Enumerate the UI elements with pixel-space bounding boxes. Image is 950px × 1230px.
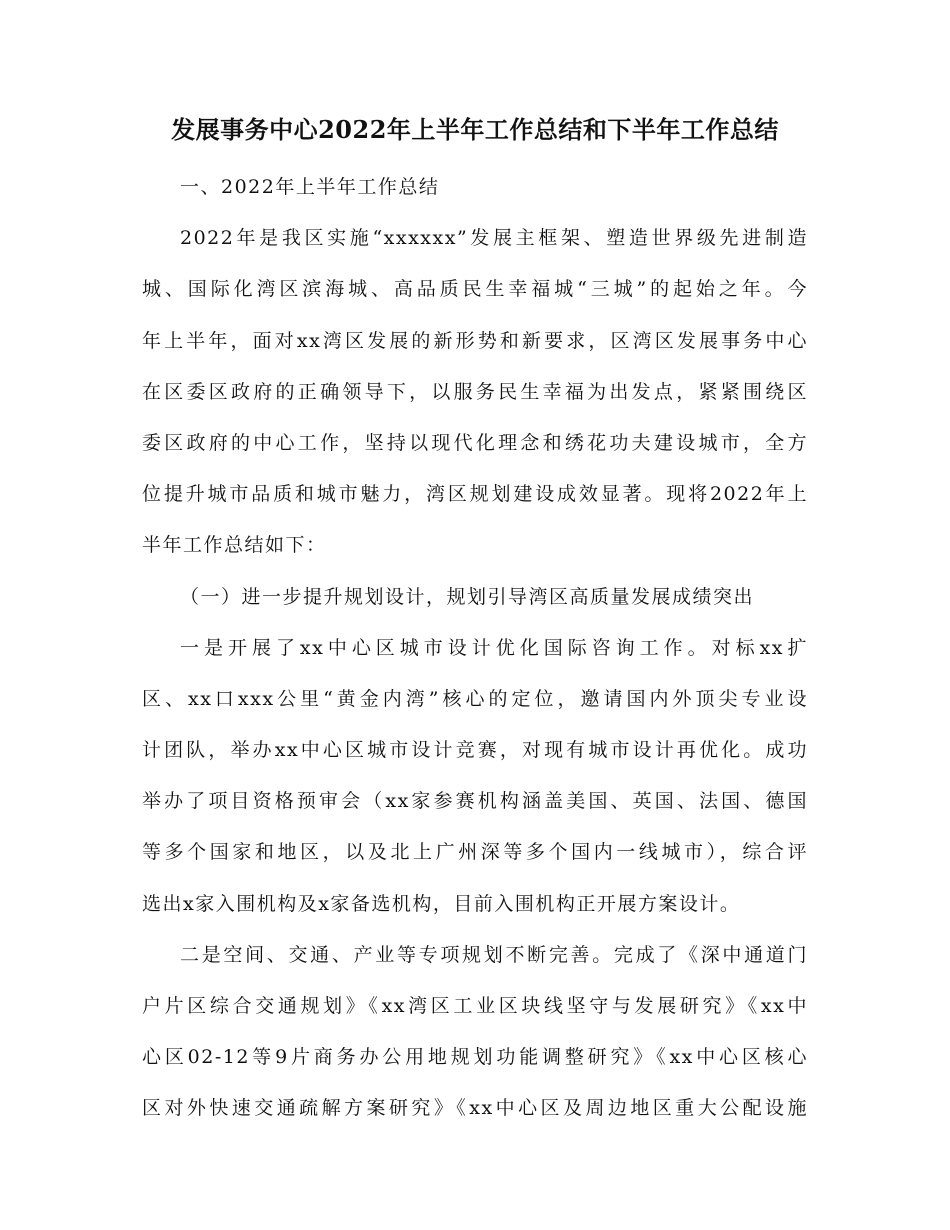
paragraph-intro-line-5: 委区政府的中心工作，坚持以现代化理念和绣花功夫建设城市，全方 <box>142 431 808 454</box>
paragraph-one-line-6: 选出x家入围机构及x家备选机构，目前入围机构正开展方案设计。 <box>142 892 741 915</box>
document-title: 发展事务中心2022年上半年工作总结和下半年工作总结 <box>171 115 779 144</box>
section-heading-first-half: 一、2022年上半年工作总结 <box>180 176 440 198</box>
document-body <box>142 168 808 1141</box>
paragraph-intro-line-3: 年上半年，面对xx湾区发展的新形势和新要求，区湾区发展事务中心 <box>142 329 808 352</box>
paragraph-two-line-2: 户片区综合交通规划》《xx湾区工业区块线坚守与发展研究》《xx中 <box>142 995 808 1017</box>
paragraph-intro-line-2: 城、国际化湾区滨海城、高品质民生幸福城“三城”的起始之年。今 <box>142 278 808 301</box>
paragraph-two-line-3: 心区02-12等9片商务办公用地规划功能调整研究》《xx中心区核心 <box>142 1046 808 1069</box>
paragraph-two-line-1: 二是空间、交通、产业等专项规划不断完善。完成了《深中通道门 <box>180 943 808 966</box>
paragraph-one-line-3: 计团队，举办xx中心区城市设计竞赛，对现有城市设计再优化。成功 <box>142 739 808 762</box>
paragraph-one-line-2: 区、xx口xxx公里“黄金内湾”核心的定位，邀请国内外顶尖专业设 <box>142 687 808 710</box>
paragraph-one-line-1: 一是开展了xx中心区城市设计优化国际咨询工作。对标xx扩 <box>180 636 808 659</box>
paragraph-intro-line-4: 在区委区政府的正确领导下，以服务民生幸福为出发点，紧紧围绕区 <box>142 380 808 403</box>
subsection-heading-planning: （一）进一步提升规划设计，规划引导湾区高质量发展成绩突出 <box>180 585 755 608</box>
paragraph-intro-line-6: 位提升城市品质和城市魅力，湾区规划建设成效显著。现将2022年上 <box>142 483 808 506</box>
paragraph-intro-line-7: 半年工作总结如下： <box>142 534 327 557</box>
paragraph-intro-line-1: 2022年是我区实施“xxxxxx”发展主框架、塑造世界级先进制造 <box>180 227 808 250</box>
paragraph-one-line-5: 等多个国家和地区，以及北上广州深等多个国内一线城市），综合评 <box>142 841 808 864</box>
paragraph-one-line-4: 举办了项目资格预审会（xx家参赛机构涵盖美国、英国、法国、德国 <box>142 790 808 813</box>
paragraph-two-line-4: 区对外快速交通疏解方案研究》《xx中心区及周边地区重大公配设施 <box>142 1097 808 1120</box>
